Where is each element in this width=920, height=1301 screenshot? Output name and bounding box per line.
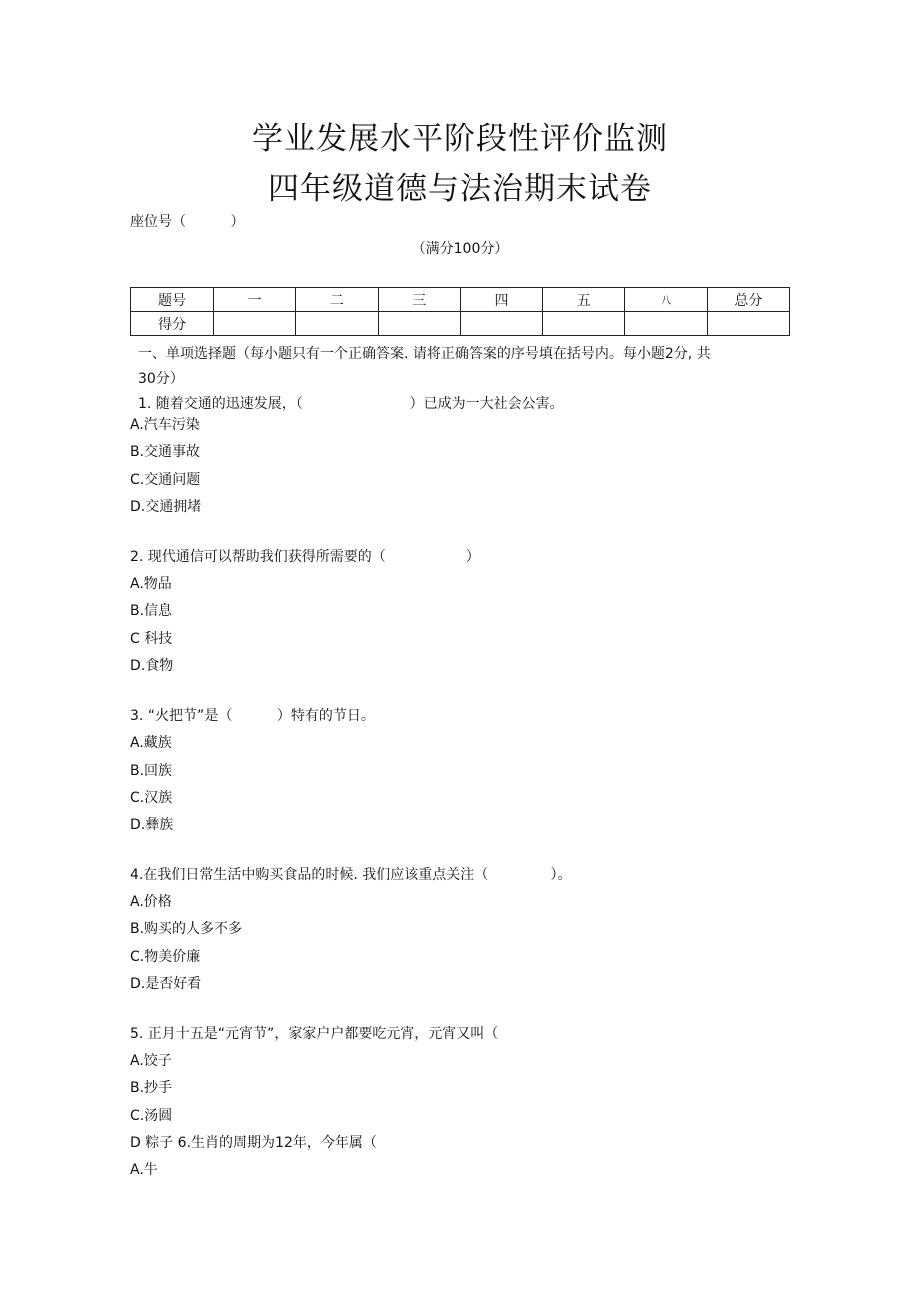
question-2-option-b: B.信息 bbox=[130, 603, 173, 619]
question-4-option-a: A.价格 bbox=[130, 894, 172, 910]
score-table bbox=[130, 287, 790, 336]
seat-number-label: 座位号（ ） bbox=[130, 214, 245, 230]
question-4-option-b: B.购买的人多不多 bbox=[130, 921, 243, 937]
question-6-option-a: A.牛 bbox=[130, 1162, 158, 1178]
score-table-header-cell: 一 bbox=[214, 288, 296, 312]
exam-title-line1: 学业发展水平阶段性评价监测 bbox=[252, 121, 668, 157]
question-4-option-d: D.是否好看 bbox=[130, 976, 202, 992]
question-2-option-a: A.物品 bbox=[130, 576, 172, 592]
score-cell[interactable] bbox=[378, 312, 460, 336]
question-1-stem: 1. 随着交通的迅速发展，（ ）已成为一大社会公害。 bbox=[138, 396, 564, 412]
question-1-option-a: A.汽车污染 bbox=[130, 417, 200, 433]
question-5-option-a: A.饺子 bbox=[130, 1053, 172, 1069]
score-cell[interactable] bbox=[543, 312, 625, 336]
question-3-stem: 3. “火把节”是（ ）特有的节日。 bbox=[130, 708, 375, 724]
score-table-row-label: 得分 bbox=[131, 312, 214, 336]
full-score-note: （满分100分） bbox=[411, 241, 509, 257]
question-5-option-b: B.抄手 bbox=[130, 1080, 173, 1096]
question-2-stem: 2. 现代通信可以帮助我们获得所需要的（ ） bbox=[130, 549, 480, 565]
question-1-option-d: D.交通拥堵 bbox=[130, 499, 202, 515]
score-table-header-cell: 四 bbox=[460, 288, 542, 312]
question-3-option-c: C.汉族 bbox=[130, 790, 173, 806]
score-table-score-row bbox=[131, 312, 790, 336]
question-1-option-c: C.交通问题 bbox=[130, 472, 201, 488]
question-2-option-d: D.食物 bbox=[130, 658, 174, 674]
exam-title-line2: 四年级道德与法治期末试卷 bbox=[268, 171, 652, 207]
score-table-header-cell: 八 bbox=[625, 288, 707, 312]
score-table-header-cell: 三 bbox=[378, 288, 460, 312]
score-table-header-cell: 题号 bbox=[131, 288, 214, 312]
question-4-stem: 4.在我们日常生活中购买食品的时候. 我们应该重点关注（ ）。 bbox=[130, 867, 572, 883]
score-table-header-cell: 二 bbox=[296, 288, 378, 312]
question-4-option-c: C.物美价廉 bbox=[130, 949, 201, 965]
question-3-option-b: B.回族 bbox=[130, 763, 173, 779]
question-5-option-c: C.汤圆 bbox=[130, 1108, 173, 1124]
score-table-header-cell: 五 bbox=[543, 288, 625, 312]
question-5-option-d-and-question-6-stem: D 粽子 6.生肖的周期为12年，今年属（ bbox=[130, 1135, 377, 1151]
score-cell[interactable] bbox=[625, 312, 707, 336]
score-table-header-cell: 总分 bbox=[707, 288, 789, 312]
question-1-option-b: B.交通事故 bbox=[130, 444, 201, 460]
question-3-option-a: A.藏族 bbox=[130, 735, 172, 751]
score-cell[interactable] bbox=[707, 312, 789, 336]
score-cell[interactable] bbox=[214, 312, 296, 336]
score-cell[interactable] bbox=[460, 312, 542, 336]
question-2-option-c: C 科技 bbox=[130, 631, 173, 647]
section1-heading-cont: 30分） bbox=[138, 371, 184, 387]
question-3-option-d: D.彝族 bbox=[130, 817, 174, 833]
score-table-header-row bbox=[131, 288, 790, 312]
section1-heading: 一、单项选择题（每小题只有一个正确答案. 请将正确答案的序号填在括号内。每小题2分, 共 bbox=[138, 346, 711, 362]
question-5-stem: 5. 正月十五是“元宵节”，家家户户都要吃元宵，元宵又叫（ bbox=[130, 1026, 499, 1042]
score-cell[interactable] bbox=[296, 312, 378, 336]
